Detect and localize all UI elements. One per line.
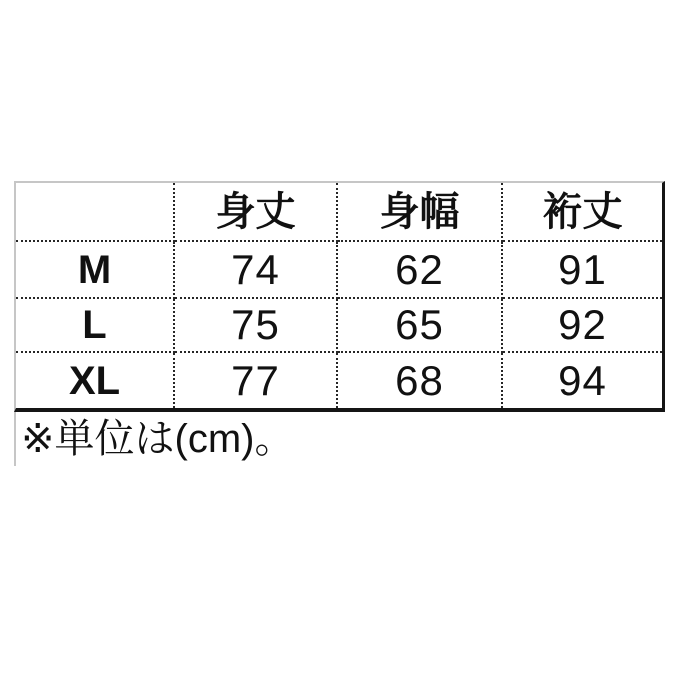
- col-header-sleeve-length: 裄丈: [503, 183, 662, 242]
- row-m-size-label: M: [16, 242, 175, 299]
- cell-l-body-width: 65: [338, 299, 503, 353]
- cell-m-sleeve-length: 91: [503, 242, 662, 299]
- row-xl-size-label: XL: [16, 353, 175, 408]
- cell-xl-sleeve-length: 94: [558, 356, 607, 404]
- cell-l-sleeve-length: 92: [503, 299, 662, 353]
- col-header-body-length: 身丈: [175, 183, 338, 242]
- row-l-size-label: L: [16, 299, 175, 353]
- cell-l-body-length: 75: [175, 299, 338, 353]
- unit-note: ※単位は(cm)。: [14, 412, 294, 466]
- size-chart-table: [14, 181, 665, 412]
- cell-xl-body-width: 68: [338, 353, 503, 408]
- cell-xl-body-length: 77: [175, 353, 338, 408]
- cell-m-body-length: 74: [175, 242, 338, 299]
- corner-cell: [16, 183, 175, 242]
- col-header-body-width: 身幅: [338, 183, 503, 242]
- cell-m-body-width: 62: [338, 242, 503, 299]
